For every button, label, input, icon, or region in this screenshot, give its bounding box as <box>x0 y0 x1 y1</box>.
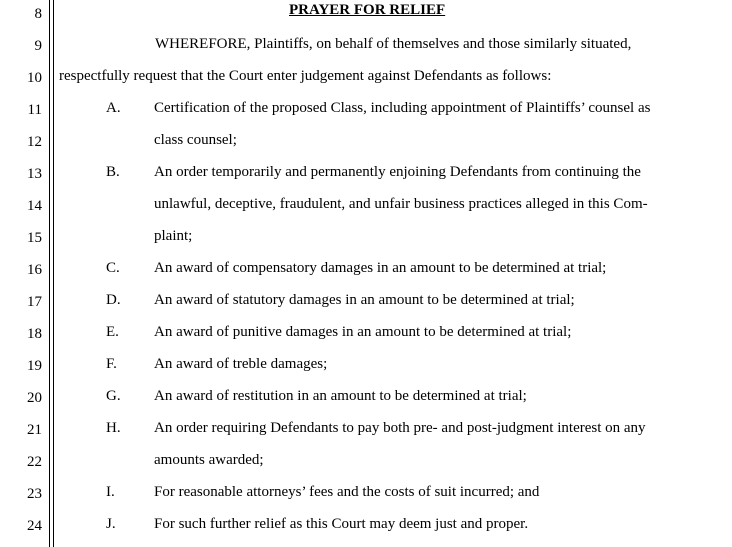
line-number: 19 <box>27 358 42 374</box>
line-text: class counsel; <box>154 132 237 148</box>
line-number: 23 <box>27 486 42 502</box>
line-number: 15 <box>27 230 42 246</box>
line-text: An award of statutory damages in an amount to be determined at trial; <box>154 292 575 308</box>
pleading-line <box>0 256 732 288</box>
section-heading: PRAYER FOR RELIEF <box>289 2 446 18</box>
item-letter: B. <box>106 164 120 180</box>
line-text: An order temporarily and permanently enjoining Defendants from continuing the <box>154 164 641 180</box>
pleading-line <box>0 512 732 544</box>
pleading-line <box>0 96 732 128</box>
pleading-line <box>0 480 732 512</box>
line-number: 8 <box>34 6 42 22</box>
pleading-line <box>0 384 732 416</box>
line-number: 13 <box>27 166 42 182</box>
line-number: 9 <box>34 38 42 54</box>
line-number: 21 <box>27 422 42 438</box>
line-text: WHEREFORE, Plaintiffs, on behalf of themselves and those similarly situated, <box>155 36 632 52</box>
line-number: 17 <box>27 294 42 310</box>
line-number: 12 <box>27 134 42 150</box>
line-text: unlawful, deceptive, fraudulent, and unfair business practices alleged in this Com- <box>154 196 648 212</box>
line-text: An award of compensatory damages in an amount to be determined at trial; <box>154 260 607 276</box>
line-text: For such further relief as this Court may deem just and proper. <box>154 516 529 532</box>
line-number: 24 <box>27 518 42 534</box>
item-letter: F. <box>106 356 117 372</box>
item-letter: G. <box>106 388 121 404</box>
item-letter: I. <box>106 484 115 500</box>
pleading-line <box>0 288 732 320</box>
line-text: For reasonable attorneys’ fees and the costs of suit incurred; and <box>154 484 540 500</box>
line-text: amounts awarded; <box>154 452 264 468</box>
pleading-line <box>0 0 732 32</box>
line-text: An award of treble damages; <box>154 356 328 372</box>
line-text: plaint; <box>154 228 193 244</box>
item-letter: J. <box>106 516 116 532</box>
line-number: 18 <box>27 326 42 342</box>
item-letter: D. <box>106 292 121 308</box>
pleading-line <box>0 160 732 192</box>
line-text: respectfully request that the Court enter judgement against Defendants as follows: <box>59 68 552 84</box>
pleading-line <box>0 352 732 384</box>
item-letter: H. <box>106 420 121 436</box>
line-number: 10 <box>27 70 42 86</box>
item-letter: E. <box>106 324 119 340</box>
pleading-line <box>0 192 732 224</box>
item-letter: A. <box>106 100 121 116</box>
pleading-line <box>0 128 732 160</box>
line-number: 20 <box>27 390 42 406</box>
pleading-line <box>0 224 732 256</box>
line-number: 11 <box>27 102 42 118</box>
pleading-line <box>0 448 732 480</box>
line-text: An order requiring Defendants to pay both pre- and post-judgment interest on any <box>154 420 646 436</box>
line-text: Certification of the proposed Class, including appointment of Plaintiffs’ counsel as <box>154 100 651 116</box>
line-number: 14 <box>27 198 42 214</box>
line-text: An award of punitive damages in an amount to be determined at trial; <box>154 324 572 340</box>
line-number: 22 <box>27 454 42 470</box>
pleading-line <box>0 416 732 448</box>
line-number: 16 <box>27 262 42 278</box>
pleading-line <box>0 32 732 64</box>
pleading-line <box>0 64 732 96</box>
pleading-line <box>0 320 732 352</box>
line-text: An award of restitution in an amount to be determined at trial; <box>154 388 527 404</box>
item-letter: C. <box>106 260 120 276</box>
